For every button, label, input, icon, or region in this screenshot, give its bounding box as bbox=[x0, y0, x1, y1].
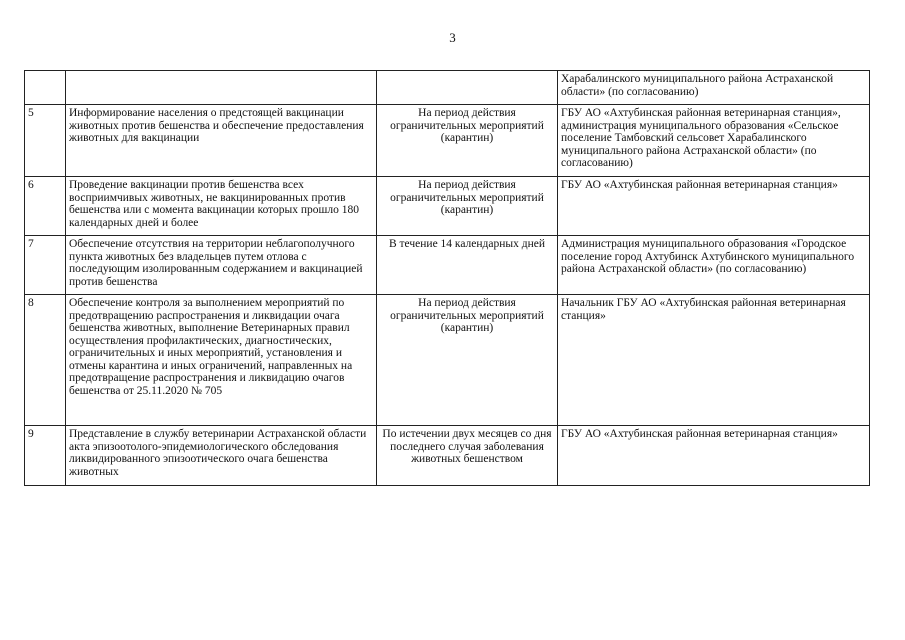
measure-text: Информирование населения о предстоящей вакцинации животных против бешенства и обеспечение предоставления животных для вакцинации bbox=[66, 105, 377, 177]
responsible-text: ГБУ АО «Ахтубинская районная ветеринарная станция» bbox=[558, 426, 870, 486]
row-number bbox=[25, 71, 66, 105]
term-text bbox=[377, 71, 558, 105]
measure-text: Обеспечение отсутствия на территории неблагополучного пункта животных без владельцев путем отлова с последующим изолированным содержанием и вакцинацией против бешенства bbox=[66, 236, 377, 295]
term-text: На период действия ограничительных мероприятий (карантин) bbox=[377, 105, 558, 177]
measure-text: Представление в службу ветеринарии Астраханской области акта эпизоотолого-эпидемиологического обследования ликвидированного эпизоотического очага бешенства животных bbox=[66, 426, 377, 486]
measure-text: Обеспечение контроля за выполнением мероприятий по предотвращению распространения и ликвидации очага бешенства животных, выполнение Ветеринарных правил осуществления профилактических, диагностических, ограничительных и иных мероприятий, установления и отмены карантина и иных ограничений, направленных на предотвращение распространения и ликвидацию очагов бешенства от 25.11.2020 № 705 bbox=[66, 295, 377, 426]
table-row bbox=[25, 71, 870, 105]
measure-text bbox=[66, 71, 377, 105]
term-text: На период действия ограничительных мероприятий (карантин) bbox=[377, 295, 558, 426]
responsible-text: Администрация муниципального образования «Городское поселение город Ахтубинск Ахтубинского муниципального района Астраханской области» (по согласованию) bbox=[558, 236, 870, 295]
table-row bbox=[25, 105, 870, 177]
measure-text: Проведение вакцинации против бешенства всех восприимчивых животных, не вакцинированных против бешенства или с момента вакцинации которых прошло 180 календарных дней и более bbox=[66, 177, 377, 236]
row-number: 6 bbox=[25, 177, 66, 236]
row-number: 9 bbox=[25, 426, 66, 486]
row-number: 5 bbox=[25, 105, 66, 177]
term-text: В течение 14 календарных дней bbox=[377, 236, 558, 295]
table-row bbox=[25, 236, 870, 295]
row-number: 7 bbox=[25, 236, 66, 295]
measures-table bbox=[24, 70, 870, 486]
term-text: По истечении двух месяцев со дня последнего случая заболевания животных бешенством bbox=[377, 426, 558, 486]
table-row bbox=[25, 426, 870, 486]
row-number: 8 bbox=[25, 295, 66, 426]
responsible-text: Начальник ГБУ АО «Ахтубинская районная ветеринарная станция» bbox=[558, 295, 870, 426]
page-number: 3 bbox=[449, 30, 456, 45]
responsible-text: ГБУ АО «Ахтубинская районная ветеринарная станция», администрация муниципального образования «Сельское поселение Тамбовский сельсовет Харабалинского муниципального района Астраханской области» (по согласованию) bbox=[558, 105, 870, 177]
responsible-text: Харабалинского муниципального района Астраханской области» (по согласованию) bbox=[558, 71, 870, 105]
table-row bbox=[25, 295, 870, 426]
table-row bbox=[25, 177, 870, 236]
term-text: На период действия ограничительных мероприятий (карантин) bbox=[377, 177, 558, 236]
responsible-text: ГБУ АО «Ахтубинская районная ветеринарная станция» bbox=[558, 177, 870, 236]
